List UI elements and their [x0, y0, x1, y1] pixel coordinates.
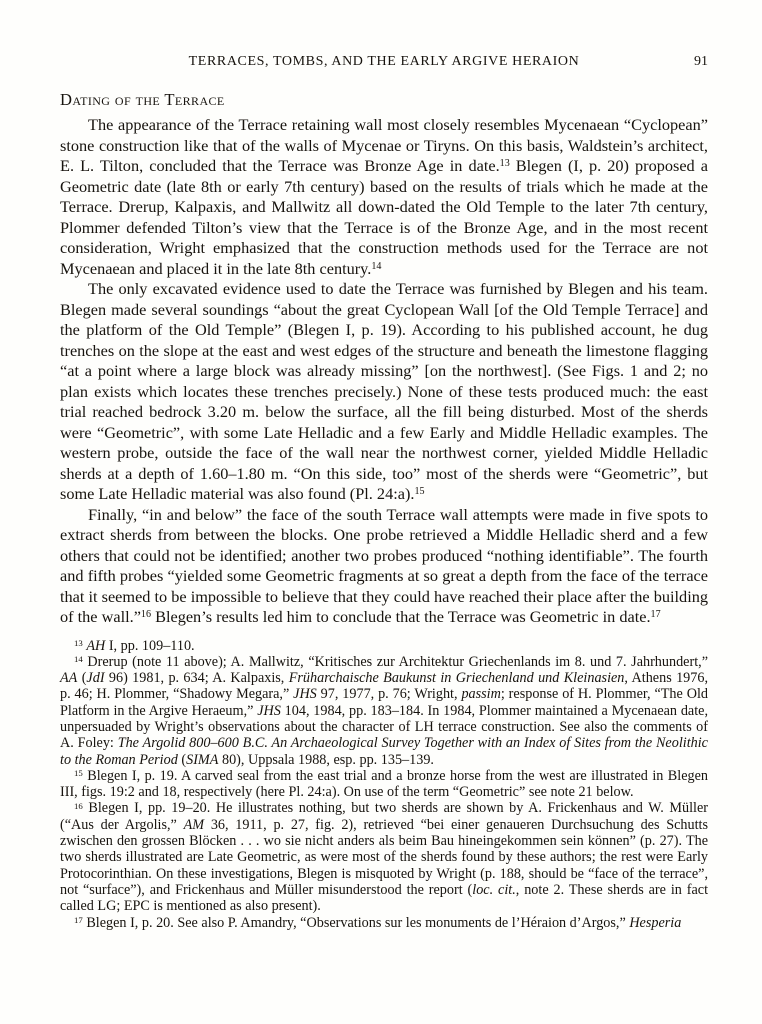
- running-title: TERRACES, TOMBS, AND THE EARLY ARGIVE HERAION: [188, 54, 580, 69]
- footnote-13: $^{13}$ AH I, pp. 109–110.: [74, 637, 195, 654]
- paragraph-3: Finally, “in and below” the face of the south Terrace wall attempts were made in five spots to extract sherds from between the blocks. One probe retrieved a Middle Helladic sherd and a few others that could not be identified; another two probes produced “nothing identifiable”. The fourth and fifth probes “yielded some Geometric fragments at so great a depth from the face of the terrace that it seemed to be impossible to believe that they could have reached their place after the building of the wall.”$^{16}$ Blegen’s results led him to conclude that the Terrace was Geometric in date.$^{17}$: [60, 504, 708, 626]
- footnote-15: $^{15}$ Blegen I, p. 19. A carved seal from the east trial and a bronze horse from the west are illustrated in Blegen III, figs. 19:2 and 18, respectively (here Pl. 24:a). On use of the term “Geometric” see note 21 below.: [60, 767, 708, 801]
- paragraph-1: The appearance of the Terrace retaining wall most closely resembles Mycenaean “Cyclopean” stone construction like that of the walls of Mycenae or Tiryns. On this basis, Waldstein’s architect, E. L. Tilton, concluded that the Terrace was Bronze Age in date.$^{13}$ Blegen (I, p. 20) proposed a Geometric date (late 8th or early 7th century) based on the results of trials which he made at the Terrace. Drerup, Kalpaxis, and Mallwitz all down-dated the Old Temple to the later 7th century, Plommer defended Tilton’s view that the Terrace is of the Bronze Age, and in the most recent consideration, Wright emphasized that the construction methods used for the Terrace are not Mycenaean and placed it in the late 8th century.$^{14}$: [60, 115, 708, 278]
- section-heading: Dating of the Terrace: [60, 90, 225, 109]
- footnote-17: $^{17}$ Blegen I, p. 20. See also P. Amandry, “Observations sur les monuments de l’Héraion d’Argos,” Hesperia: [74, 914, 682, 931]
- running-head: [60, 54, 708, 70]
- footnote-14: $^{14}$ Drerup (note 11 above); A. Mallwitz, “Kritisches zur Architektur Griechenlands im 8. und 7. Jahrhundert,” AA (JdI 96) 1981, p. 634; A. Kalpaxis, Früharchaische Baukunst in Griechenland und Kleinasien, Athens 1976, p. 46; H. Plommer, “Shadowy Megara,” JHS 97, 1977, p. 76; Wright, passim; response of H. Plommer, “The Old Platform in the Argive Heraeum,” JHS 104, 1984, pp. 183–184. In 1984, Plommer maintained a Mycenaean date, unpersuaded by Wright’s observations about the character of LH terrace construction. See also the comments of A. Foley: The Argolid 800–600 B.C. An Archaeological Survey Together with an Index of Sites from the Neolithic to the Roman Period (SIMA 80), Uppsala 1988, esp. pp. 135–139.: [60, 653, 708, 768]
- footnote-16: $^{16}$ Blegen I, pp. 19–20. He illustrates nothing, but two sherds are shown by A. Frickenhaus and W. Müller (“Aus der Argolis,” AM 36, 1911, p. 27, fig. 2), retrieved “bei einer genaueren Durchsuchung des Schutts zwischen den grossen Blöcken . . . wo sie nicht anders als beim Bau hineingekommen sein können” (p. 27). The two sherds illustrated are Late Geometric, as were most of the sherds found by these authors; the rest were Early Protocorinthian. On these investigations, Blegen is misquoted by Wright (p. 188, should be “face of the terrace”, not “surface”), and Frickenhaus and Müller misunderstood the report (loc. cit., note 2. These sherds are in fact called LG; EPC is mentioned as also present).: [60, 800, 709, 915]
- footnotes-section: [60, 638, 708, 931]
- paragraph-2: The only excavated evidence used to date the Terrace was furnished by Blegen and his team. Blegen made several soundings “about the great Cyclopean Wall [of the Old Temple Terrace] and the platform of the Old Temple” (Blegen I, p. 19). According to his published account, he dug trenches on the slope at the east and west edges of the structure and beneath the limestone flagging “at a point where a large block was already missing” [on the northwest]. (See Figs. 1 and 2; no plan exists which locates these trenches precisely.) None of these tests produced much: the east trial reached bedrock 3.20 m. below the surface, all the fill being disturbed. Most of the sherds were “Geometric”, with some Late Helladic and a few Early and Middle Helladic examples. The western probe, outside the face of the wall near the northwest corner, yielded Middle Helladic sherds at a depth of 1.60–1.80 m. “On this side, too” most of the sherds were “Geometric”, but some Late Helladic material was also found (Pl. 24:a).$^{15}$: [60, 279, 708, 503]
- page-number: 91: [694, 54, 708, 69]
- body-text: [60, 115, 708, 628]
